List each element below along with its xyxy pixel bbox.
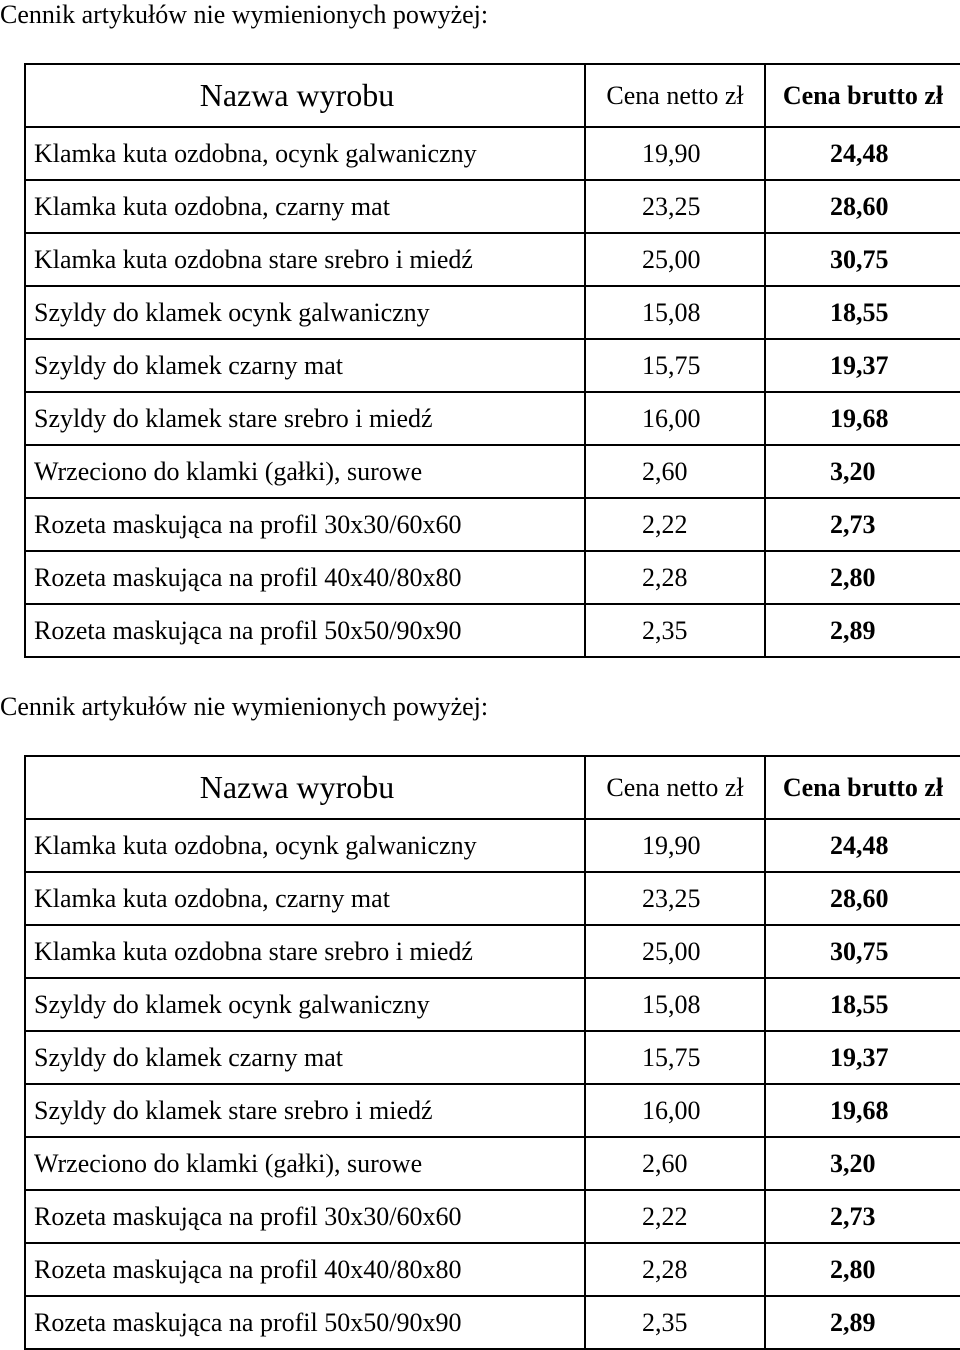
net-price: 15,75 bbox=[585, 339, 765, 392]
section-title: Cennik artykułów nie wymienionych powyżej: bbox=[0, 692, 489, 721]
table-row bbox=[25, 872, 960, 925]
net-price: 23,25 bbox=[585, 180, 765, 233]
table-row bbox=[25, 180, 960, 233]
product-name: Wrzeciono do klamki (gałki), surowe bbox=[25, 445, 585, 498]
header-net-price: Cena netto zł bbox=[585, 64, 765, 127]
table-row bbox=[25, 233, 960, 286]
net-price: 2,35 bbox=[585, 604, 765, 657]
gross-price: 2,73 bbox=[765, 498, 960, 551]
gross-price: 2,80 bbox=[765, 551, 960, 604]
header-name: Nazwa wyrobu bbox=[25, 64, 585, 127]
table-row bbox=[25, 978, 960, 1031]
net-price: 15,08 bbox=[585, 286, 765, 339]
product-name: Szyldy do klamek stare srebro i miedź bbox=[25, 392, 585, 445]
product-name: Rozeta maskująca na profil 50x50/90x90 bbox=[25, 1296, 585, 1349]
net-price: 2,28 bbox=[585, 1243, 765, 1296]
net-price: 25,00 bbox=[585, 925, 765, 978]
gross-price: 18,55 bbox=[765, 978, 960, 1031]
table-row bbox=[25, 604, 960, 657]
gross-price: 19,37 bbox=[765, 339, 960, 392]
gross-price: 19,68 bbox=[765, 1084, 960, 1137]
product-name: Klamka kuta ozdobna, ocynk galwaniczny bbox=[25, 127, 585, 180]
gross-price: 19,37 bbox=[765, 1031, 960, 1084]
product-name: Klamka kuta ozdobna, czarny mat bbox=[25, 180, 585, 233]
gross-price: 30,75 bbox=[765, 925, 960, 978]
product-name: Klamka kuta ozdobna, ocynk galwaniczny bbox=[25, 819, 585, 872]
header-gross-price: Cena brutto zł bbox=[765, 756, 960, 819]
net-price: 19,90 bbox=[585, 127, 765, 180]
product-name: Szyldy do klamek ocynk galwaniczny bbox=[25, 286, 585, 339]
net-price: 19,90 bbox=[585, 819, 765, 872]
net-price: 23,25 bbox=[585, 872, 765, 925]
product-name: Klamka kuta ozdobna stare srebro i miedź bbox=[25, 233, 585, 286]
gross-price: 24,48 bbox=[765, 127, 960, 180]
table-row bbox=[25, 1084, 960, 1137]
net-price: 16,00 bbox=[585, 1084, 765, 1137]
gross-price: 2,73 bbox=[765, 1190, 960, 1243]
table-row bbox=[25, 925, 960, 978]
product-name: Rozeta maskująca na profil 40x40/80x80 bbox=[25, 1243, 585, 1296]
price-table bbox=[24, 63, 960, 658]
section-title: Cennik artykułów nie wymienionych powyżej: bbox=[0, 0, 489, 29]
table-row bbox=[25, 286, 960, 339]
table-row bbox=[25, 127, 960, 180]
header-gross-price: Cena brutto zł bbox=[765, 64, 960, 127]
product-name: Rozeta maskująca na profil 50x50/90x90 bbox=[25, 604, 585, 657]
net-price: 2,28 bbox=[585, 551, 765, 604]
gross-price: 28,60 bbox=[765, 180, 960, 233]
net-price: 2,60 bbox=[585, 445, 765, 498]
gross-price: 19,68 bbox=[765, 392, 960, 445]
table-header-row bbox=[25, 756, 960, 819]
gross-price: 18,55 bbox=[765, 286, 960, 339]
product-name: Szyldy do klamek stare srebro i miedź bbox=[25, 1084, 585, 1137]
product-name: Klamka kuta ozdobna, czarny mat bbox=[25, 872, 585, 925]
net-price: 25,00 bbox=[585, 233, 765, 286]
table-row bbox=[25, 445, 960, 498]
net-price: 2,60 bbox=[585, 1137, 765, 1190]
product-name: Rozeta maskująca na profil 30x30/60x60 bbox=[25, 1190, 585, 1243]
product-name: Szyldy do klamek czarny mat bbox=[25, 1031, 585, 1084]
net-price: 15,08 bbox=[585, 978, 765, 1031]
gross-price: 3,20 bbox=[765, 1137, 960, 1190]
gross-price: 2,89 bbox=[765, 604, 960, 657]
header-net-price: Cena netto zł bbox=[585, 756, 765, 819]
header-name: Nazwa wyrobu bbox=[25, 756, 585, 819]
gross-price: 24,48 bbox=[765, 819, 960, 872]
table-header-row bbox=[25, 64, 960, 127]
gross-price: 2,89 bbox=[765, 1296, 960, 1349]
product-name: Szyldy do klamek ocynk galwaniczny bbox=[25, 978, 585, 1031]
table-row bbox=[25, 551, 960, 604]
table-row bbox=[25, 392, 960, 445]
gross-price: 3,20 bbox=[765, 445, 960, 498]
gross-price: 28,60 bbox=[765, 872, 960, 925]
net-price: 16,00 bbox=[585, 392, 765, 445]
product-name: Wrzeciono do klamki (gałki), surowe bbox=[25, 1137, 585, 1190]
net-price: 2,22 bbox=[585, 1190, 765, 1243]
product-name: Rozeta maskująca na profil 30x30/60x60 bbox=[25, 498, 585, 551]
table-row bbox=[25, 339, 960, 392]
price-table bbox=[24, 755, 960, 1350]
net-price: 15,75 bbox=[585, 1031, 765, 1084]
product-name: Klamka kuta ozdobna stare srebro i miedź bbox=[25, 925, 585, 978]
table-row bbox=[25, 1296, 960, 1349]
net-price: 2,22 bbox=[585, 498, 765, 551]
table-row bbox=[25, 819, 960, 872]
table-row bbox=[25, 1137, 960, 1190]
product-name: Szyldy do klamek czarny mat bbox=[25, 339, 585, 392]
product-name: Rozeta maskująca na profil 40x40/80x80 bbox=[25, 551, 585, 604]
table-row bbox=[25, 498, 960, 551]
table-row bbox=[25, 1031, 960, 1084]
gross-price: 30,75 bbox=[765, 233, 960, 286]
net-price: 2,35 bbox=[585, 1296, 765, 1349]
table-row bbox=[25, 1243, 960, 1296]
table-row bbox=[25, 1190, 960, 1243]
gross-price: 2,80 bbox=[765, 1243, 960, 1296]
